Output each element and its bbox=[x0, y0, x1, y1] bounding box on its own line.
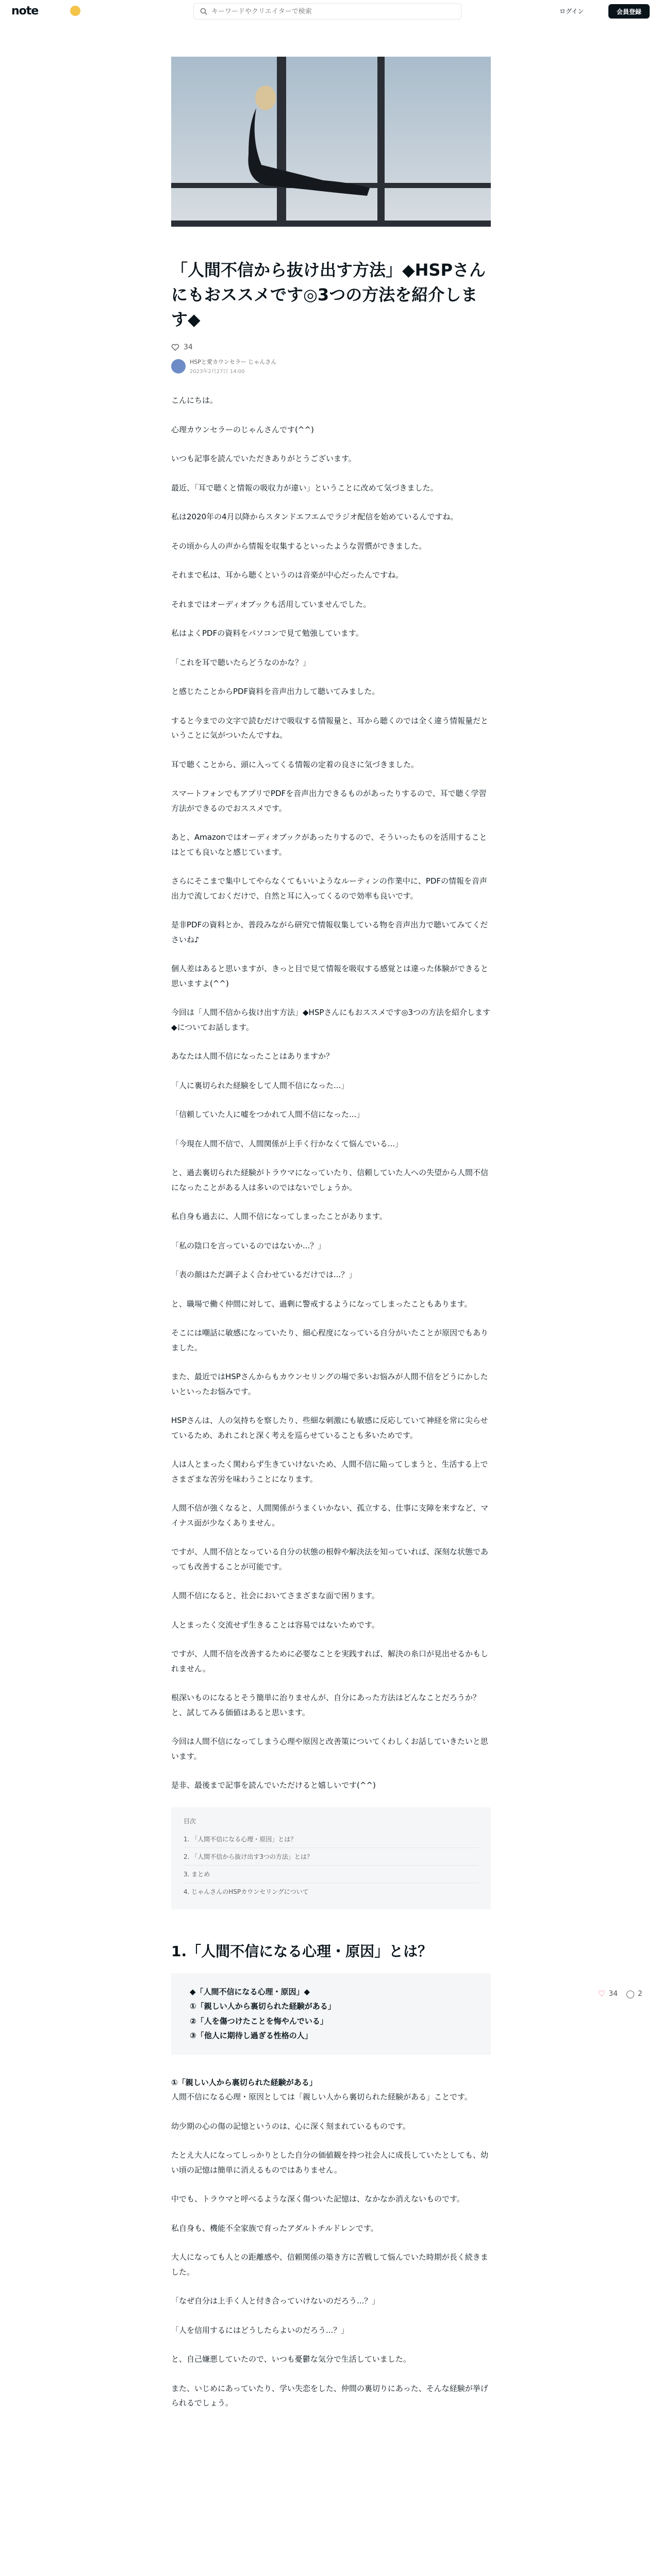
heart-icon[interactable]: ♡ bbox=[598, 1989, 606, 1998]
toc-heading[interactable]: 目次 bbox=[184, 1817, 196, 1825]
paragraph: 根深いものになるとそう簡単に治りませんが、自分にあった方法はどんなことだろうか？と、試してみる価値はあると思います。 bbox=[171, 1693, 481, 1717]
author-name[interactable]: HSPと愛カウンセラー じゃんさん bbox=[190, 359, 277, 365]
paragraph: そこには嘲話に敏感になっていたり、細心程度になっている自分がいたことが原因でもありました。 bbox=[171, 1328, 489, 1352]
avatar[interactable] bbox=[171, 359, 186, 374]
paragraph: 人は人とまったく関わらず生きていけないため、人間不信に陥ってしまうと、生活する上でさまざまな苦労を味わうことになります。 bbox=[171, 1460, 488, 1484]
paragraph: 「今現在人間不信で、人間関係が上手く行かなくて悩んでいる...」 bbox=[171, 1139, 403, 1148]
paragraph: 「表の顔はただ調子よく合わせているだけでは...？」 bbox=[171, 1270, 357, 1279]
floating-like-count: 34 bbox=[608, 1989, 618, 1998]
paragraph: 「なぜ自分は上手く人と付き合っていけないのだろう...？」 bbox=[171, 2296, 380, 2306]
section-heading: 1.「人間不信になる心理・原因」とは？ bbox=[171, 1942, 433, 1960]
toc-item[interactable]: 1. 「人間不信になる心理・原因」とは？ bbox=[184, 1831, 478, 1848]
paragraph: 「人に裏切られた経験をして人間不信になった...」 bbox=[171, 1080, 349, 1090]
paragraph: ですが、人間不信となっている自分の状態の根幹や解決法を知っていれば、深刻な状態であっても改善することが可能です。 bbox=[171, 1547, 489, 1571]
paragraph: 人間不信が強くなると、人間関係がうまくいかない、孤立する、仕事に支障を来すなど、マイナス面が少なくありません。 bbox=[171, 1503, 489, 1528]
paragraph: あなたは人間不信になったことはありますか？ bbox=[171, 1052, 334, 1061]
paragraph: それまではオーディオブックも活用していませんでした。 bbox=[171, 599, 371, 609]
box-line: ◆「人間不信になる心理・原因」◆ bbox=[190, 1987, 310, 1996]
paragraph: 中でも、トラウマと呼べるような深く傷ついた記憶は、なかなか消えないものです。 bbox=[171, 2194, 465, 2204]
paragraph: 私自身も過去に、人間不信になってしまったことがあります。 bbox=[171, 1212, 387, 1221]
paragraph: すると今までの文字で読むだけで吸収する情報量と、耳から聴くのでは全く違う情報量だということに気がついたんですね。 bbox=[171, 716, 489, 740]
toc-item[interactable]: 4. じゃんさんのHSPカウンセリングについて bbox=[184, 1888, 309, 1895]
paragraph: 今回は「人間不信から抜け出す方法」◆HSPさんにもおススメです◎3つの方法を紹介します◆についてお話します。 bbox=[171, 1008, 491, 1032]
floating-actions bbox=[598, 1989, 642, 1998]
paragraph: 「私の陰口を言っているのではないか...？」 bbox=[171, 1241, 326, 1250]
paragraph: 「信頼していた人に嘘をつかれて人間不信になった...」 bbox=[171, 1110, 365, 1119]
table-of-contents bbox=[171, 1807, 491, 1909]
paragraph: 心理カウンセラーのじゃんさんです(^^) bbox=[171, 425, 314, 434]
paragraph: 幼少期の心の傷の記憶というのは、心に深く刻まれているものです。 bbox=[171, 2121, 410, 2131]
signup-button[interactable]: 会員登録 bbox=[608, 4, 650, 19]
paragraph: 人とまったく交流せず生きることは容易ではないためです。 bbox=[171, 1620, 379, 1630]
box-line: ②「人を傷つけたことを悔やんでいる」 bbox=[190, 2016, 328, 2026]
paragraph: 人間不信になる心理・原因としては「親しい人から裏切られた経験がある」ことです。 bbox=[171, 2092, 472, 2102]
paragraph: こんにちは。 bbox=[171, 396, 218, 405]
paragraph: たとえ大人になってしっかりとした自分の価値観を持つ社会人に成長していたとしても、幼い頃の記憶は簡単に消えるものではありません。 bbox=[171, 2150, 489, 2175]
paragraph: それまで私は、耳から聴くというのは音楽が中心だったんですね。 bbox=[171, 570, 404, 580]
paragraph: と感じたことからPDF資料を音声出力して聴いてみました。 bbox=[171, 687, 380, 696]
search-bar[interactable] bbox=[193, 3, 461, 20]
paragraph: いつも記事を読んでいただきありがとうございます。 bbox=[171, 454, 356, 463]
toc-item[interactable]: 3. まとめ bbox=[184, 1866, 478, 1883]
paragraph: あと、Amazonではオーディオブックがあったりするので、そういったものを活用することはとても良いなと感じています。 bbox=[171, 833, 487, 857]
paragraph: と、職場で働く仲間に対して、過剰に警戒するようになってしまったこともあります。 bbox=[171, 1299, 472, 1309]
floating-extra-count: 2 bbox=[637, 1989, 642, 1998]
toc-item[interactable]: 2. 「人間不信から抜け出す3つの方法」とは？ bbox=[184, 1848, 478, 1866]
paragraph: 私は2020年の4月以降からスタンドエフエムでラジオ配信を始めているんですね。 bbox=[171, 512, 458, 521]
paragraph: さらにそこまで集中してやらなくてもいいようなルーティンの作業中に、PDFの情報を音声出力で流しておくだけで、自然と耳に入ってくるので効率も良いです。 bbox=[171, 876, 488, 901]
hero-image bbox=[171, 57, 491, 227]
note-logo[interactable]: note bbox=[11, 5, 39, 18]
paragraph: と、過去裏切られた経験がトラウマになっていたり、信頼していた人への失望から人間不信になったことがある人は多いのではないでしょうか。 bbox=[171, 1168, 489, 1192]
box-line: ③「他人に期待し過ぎる性格の人」 bbox=[190, 2031, 312, 2040]
paragraph: 最近、「耳で聴くと情報の吸収力が違い」ということに改めて気づきました。 bbox=[171, 483, 438, 493]
paragraph: また、いじめにあっていたり、学い失恋をした、仲間の裏切りにあった、そんな経験が挙げられるでしょう。 bbox=[171, 2383, 488, 2408]
article-main bbox=[171, 57, 491, 2425]
article-title: 「人間不信から抜け出す方法」◆HSPさんにもおススメです◎3つの方法を紹介します◆ bbox=[171, 260, 486, 329]
like-counter[interactable] bbox=[171, 343, 491, 351]
like-count: 34 bbox=[184, 343, 193, 351]
share-icon[interactable]: ◯ bbox=[626, 1989, 635, 1998]
login-link[interactable]: ログイン bbox=[559, 8, 584, 15]
heart-icon[interactable] bbox=[171, 344, 179, 351]
paragraph: HSPさんは、人の気持ちを察したり、些細な刺激にも敏感に反応していて神経を常に尖らせているため、あれこれと深く考えを巡らせていることも多いためです。 bbox=[171, 1416, 488, 1440]
summary-box bbox=[171, 1973, 491, 2055]
article-body bbox=[171, 393, 491, 2411]
box-line: ①「親しい人から裏切られた経験がある」 bbox=[190, 2002, 336, 2011]
paragraph: 耳で聴くことから、頭に入ってくる情報の定着の良さに気づきました。 bbox=[171, 759, 419, 769]
search-input[interactable] bbox=[211, 8, 449, 15]
paragraph: 「人を信用するにはどうしたらよいのだろう...？」 bbox=[171, 2325, 349, 2335]
search-icon bbox=[200, 8, 207, 15]
paragraph: 個人差はあると思いますが、きっと目で見て情報を吸収する感覚とは違った体験ができると思いますよ(^^) bbox=[171, 964, 489, 988]
sub-heading: ①「親しい人から裏切られた経験がある」 bbox=[171, 2077, 317, 2087]
paragraph: スマートフォンでもアプリでPDFを音声出力できるものがあったりするので、耳で聴く学習方法ができるのでおススメです。 bbox=[171, 789, 487, 813]
paragraph: ですが、人間不信を改善するために必要なことを実践すれば、解決の糸口が見出せるかもしれません。 bbox=[171, 1649, 489, 1673]
paragraph: 今回は人間不信になってしまう心理や原因と改善策についてくわしくお話していきたいと思います。 bbox=[171, 1737, 488, 1761]
publish-date: 2023年2月27日 14:00 bbox=[190, 369, 245, 375]
paragraph: 私自身も、機能不全家族で育ったアダルトチルドレンです。 bbox=[171, 2223, 378, 2233]
paragraph: 私はよくPDFの資料をパソコンで見て勉強しています。 bbox=[171, 629, 363, 638]
paragraph: 大人になっても人との距離感や、信頼関係の築き方に苦戦して悩んでいた時期が長く続きました。 bbox=[171, 2252, 488, 2277]
site-header bbox=[0, 0, 662, 23]
paragraph: 是非、最後まで記事を読んでいただけると嬉しいです(^^) bbox=[171, 1781, 376, 1790]
paragraph: その頃から人の声から情報を収集するといったような習慣ができました。 bbox=[171, 541, 427, 551]
paragraph: と、自己嫌悪していたので、いつも憂鬱な気分で生活していました。 bbox=[171, 2354, 411, 2364]
paragraph: 「これを耳で聴いたらどうなのかな？」 bbox=[171, 657, 311, 667]
paragraph: また、最近ではHSPさんからもカウンセリングの場で多いお悩みが人間不信をどうにかしたいといったお悩みです。 bbox=[171, 1372, 488, 1396]
paragraph: 是非PDFの資料とか、普段みながら研究で情報収集している物を音声出力で聴いてみてくださいね♪ bbox=[171, 920, 488, 944]
paragraph: 人間不信になると、社会においてさまざまな面で困ります。 bbox=[171, 1591, 379, 1600]
author-block[interactable] bbox=[171, 358, 491, 375]
logo-badge-icon bbox=[70, 6, 80, 16]
